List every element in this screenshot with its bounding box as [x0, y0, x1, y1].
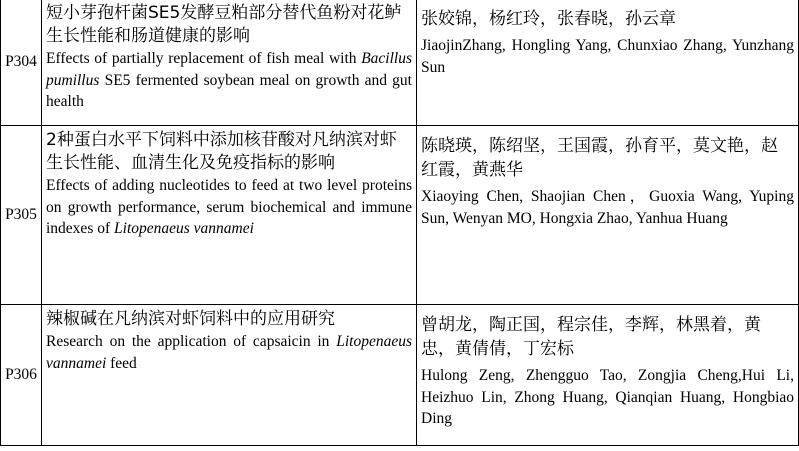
title-en-text: Research on the application of capsaicin in — [46, 333, 337, 350]
paper-code: P306 — [1, 305, 42, 446]
title-en-text: Effects of adding nucleotides to feed at two level proteins on growth performance, serum biochemical and immune indexes of — [46, 177, 412, 237]
authors-en: Hulong Zeng, Zhengguo Tao, Zongjia Cheng,Hui Li, Heizhuo Lin, Zhong Huang, Qianqian Huang, Hongbiao Ding — [421, 367, 794, 427]
paper-code: P304 — [1, 0, 42, 126]
paper-title-cell — [42, 0, 417, 126]
table-row-p304 — [1, 0, 799, 126]
table-row-p306 — [1, 305, 799, 446]
paper-title-en — [46, 175, 412, 240]
authors-cn: 陈晓瑛，陈绍坚，王国霞，孙育平，莫文艳，赵红霞，黄燕华 — [421, 136, 778, 180]
title-en-text: SE5 fermented soybean meal on growth and gut health — [46, 71, 412, 110]
title-en-text: Effects of partially replacement of fish meal with — [46, 50, 362, 67]
paper-authors-cell — [417, 0, 799, 126]
paper-authors-cell — [417, 126, 799, 305]
species-name: Litopenaeus vannamei — [114, 220, 254, 237]
paper-title-cell — [42, 126, 417, 305]
paper-title-cn: 辣椒碱在凡纳滨对虾饲料中的应用研究 — [46, 309, 335, 329]
table-row-p305 — [1, 126, 799, 305]
paper-title-en — [46, 331, 412, 374]
paper-title-cn: 2种蛋白水平下饲料中添加核苷酸对凡纳滨对虾生长性能、血清生化及免疫指标的影响 — [46, 130, 397, 173]
paper-authors-cell — [417, 305, 799, 446]
paper-title-cn: 短小芽孢杆菌SE5发酵豆粕部分替代鱼粉对花鲈生长性能和肠道健康的影响 — [46, 3, 402, 46]
paper-code: P305 — [1, 126, 42, 305]
authors-cn: 曾胡龙，陶正国，程宗佳，李辉，林黑着，黄忠，黄倩倩，丁宏标 — [421, 315, 761, 359]
authors-cn: 张姣锦，杨红玲，张春晓，孙云章 — [421, 9, 676, 29]
species-name: Bacillus pumillus — [46, 50, 412, 89]
title-en-text: feed — [106, 354, 137, 372]
species-name: Litopenaeus vannamei — [46, 333, 412, 372]
authors-en: Xiaoying Chen, Shaojian Chen，Guoxia Wang, Yuping Sun, Wenyan MO, Hongxia Zhao, Yanhua Huang — [421, 188, 794, 227]
paper-title-cell — [42, 305, 417, 446]
paper-title-en — [46, 48, 412, 113]
authors-en: JiaojinZhang, Hongling Yang, Chunxiao Zhang, Yunzhang Sun — [421, 37, 794, 76]
